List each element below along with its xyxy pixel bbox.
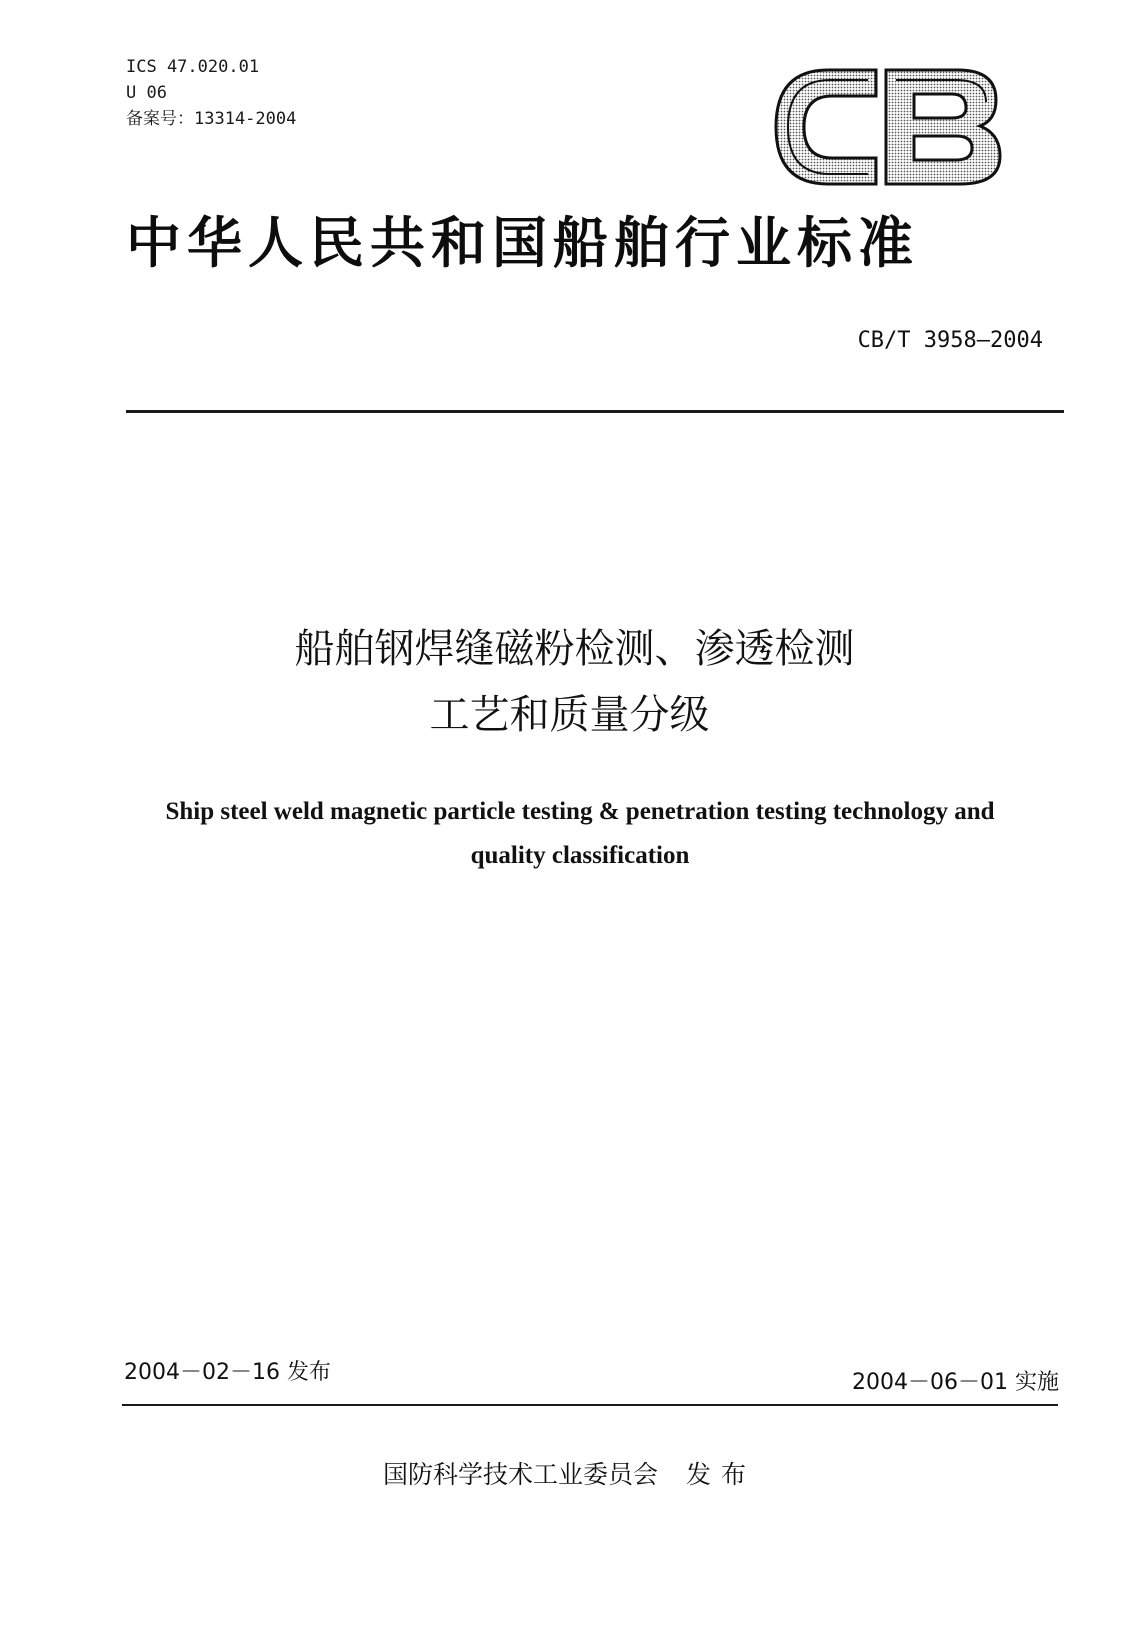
cb-logo xyxy=(768,62,1008,192)
chinese-title xyxy=(0,616,1139,748)
category-code: U 06 xyxy=(126,83,167,103)
standard-number: CB/T 3958—2004 xyxy=(857,328,1043,353)
english-title-line-2: quality classification xyxy=(470,842,690,869)
record-number: 备案号：13314-2004 xyxy=(126,109,297,129)
publish-label: 发布 xyxy=(686,1460,757,1489)
ics-code: ICS 47.020.01 xyxy=(126,57,260,77)
publisher-name: 国防科学技术工业委员会 xyxy=(382,1460,658,1489)
release-date: 2004－02－16 发布 xyxy=(124,1360,331,1385)
publisher-line xyxy=(0,1455,1139,1491)
issuing-authority-title: 中华人民共和国船舶行业标准 xyxy=(126,211,920,275)
implementation-date: 2004－06－01 实施 xyxy=(852,1370,1059,1395)
chinese-title-line-2: 工艺和质量分级 xyxy=(429,692,710,738)
chinese-title-line-1: 船舶钢焊缝磁粉检测、渗透检测 xyxy=(294,626,855,672)
footer-divider xyxy=(122,1404,1058,1406)
document-metadata xyxy=(126,54,296,132)
header-divider xyxy=(126,410,1064,413)
english-title xyxy=(60,790,1100,878)
english-title-line-1: Ship steel weld magnetic particle testing & penetration testing technology and xyxy=(165,798,995,825)
